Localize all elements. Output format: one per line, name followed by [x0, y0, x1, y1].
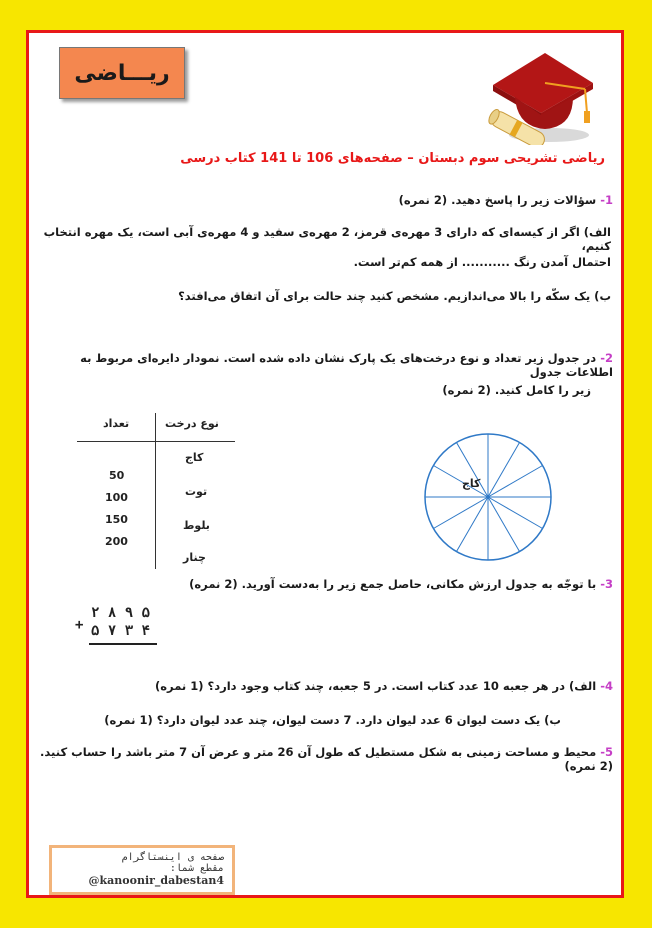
tree-count-cell: 200 [105, 535, 128, 548]
question-5-text: محیط و مساحت زمینی به شکل مستطیل که طول آن 26 متر و عرض آن 7 متر باشد را حساب کنید. (2 نمره) [40, 745, 613, 773]
subject-title: ریـــاضی [59, 47, 185, 99]
pie-chart [418, 427, 558, 567]
table-column-divider [155, 413, 156, 569]
instagram-handle[interactable]: @kanoonir_dabestan4 [88, 874, 224, 887]
question-4-part-b: ب) یک دست لیوان 6 عدد لیوان دارد. 7 دست لیوان، چند عدد لیوان دارد؟ (1 نمره) [104, 713, 561, 727]
question-1-part-a-line2: احتمال آمدن رنگ ........... از همه کم‌تر است. [353, 255, 611, 269]
question-1-number: 1- [600, 193, 613, 207]
question-4-number: 4- [600, 679, 613, 693]
table-header-divider [77, 441, 235, 442]
tree-type-cell: توت [185, 485, 208, 498]
question-2-line2: زیر را کامل کنید. (2 نمره) [442, 383, 591, 397]
graduation-cap-icon [487, 39, 597, 145]
tree-count-cell: 100 [105, 491, 128, 504]
tree-table [77, 413, 237, 571]
question-3-number: 3- [600, 577, 613, 591]
question-4-part-a [155, 679, 613, 693]
table-header-type: نوع درخت [165, 417, 219, 430]
table-header-count: تعداد [103, 417, 130, 430]
question-2-text: در جدول زیر تعداد و نوع درخت‌های یک پارک نشان داده شده است. نمودار دایره‌ای مربوط به اطلاعات جدول [80, 351, 613, 379]
tree-type-cell: بلوط [183, 519, 210, 532]
question-1-text: سؤالات زیر را پاسخ دهید. (2 نمره) [398, 193, 597, 207]
question-2-number: 2- [600, 351, 613, 365]
question-2-line1 [29, 351, 613, 379]
question-5-number: 5- [600, 745, 613, 759]
instagram-footer [49, 845, 235, 895]
tree-count-cell: 150 [105, 513, 128, 526]
addend-2: ۵ ۷ ۳ ۴ [91, 623, 151, 639]
footer-line-1: صفحه ی اینستاگرام [121, 852, 224, 863]
addition-problem [75, 605, 157, 645]
tree-count-cell: 50 [109, 469, 125, 482]
question-5 [29, 745, 613, 773]
worksheet-page [26, 30, 624, 898]
tree-type-cell: چنار [183, 551, 206, 564]
worksheet-header: ریاضی تشریحی سوم دبستان – صفحه‌های 106 تا 141 کتاب درسی [180, 151, 605, 166]
question-1-part-b: ب) یک سکّه را بالا می‌اندازیم. مشخص کنید چند حالت برای آن اتفاق می‌افتد؟ [178, 289, 611, 303]
sum-line [89, 643, 157, 645]
footer-line-2: مقطع شما: [169, 863, 224, 874]
tree-type-cell: کاج [185, 451, 204, 464]
addend-1: ۲ ۸ ۹ ۵ [91, 605, 151, 621]
question-3-text: با توجّه به جدول ارزش مکانی، حاصل جمع زیر را به‌دست آورید. (2 نمره) [189, 577, 597, 591]
pie-slice-label: کاج [462, 477, 481, 490]
plus-sign: + [75, 617, 93, 633]
question-1-part-a-line1: الف) اگر از کیسه‌ای که دارای 3 مهره‌ی قرمز، 2 مهره‌ی سفید و 4 مهره‌ی آبی است، یک مهره انتخاب کنیم، [43, 225, 611, 253]
question-4-text-a: الف) در هر جعبه 10 عدد کتاب است. در 5 جعبه، چند کتاب وجود دارد؟ (1 نمره) [155, 679, 597, 693]
question-3 [189, 577, 613, 591]
question-1-intro [399, 193, 613, 207]
